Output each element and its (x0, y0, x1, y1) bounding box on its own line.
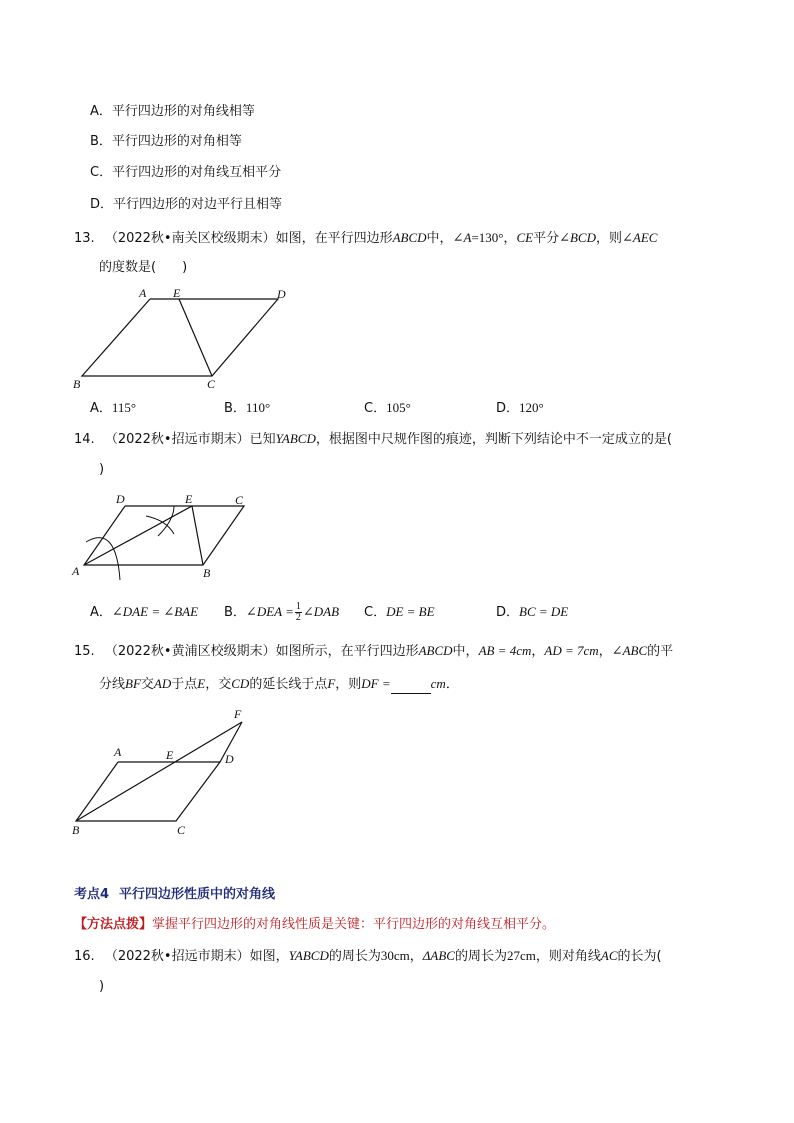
label-a: A (139, 286, 147, 300)
question-number: 15. (74, 644, 95, 659)
question-number: 16. (74, 949, 95, 964)
q15-figure (70, 705, 260, 840)
option-d: D．平行四边形的对边平行且相等 (90, 197, 283, 212)
question-number: 14. (74, 432, 95, 447)
label-d: D (116, 492, 125, 506)
q14-option-a: A．∠DAE = ∠BAE (90, 604, 199, 620)
label-b: B (72, 823, 80, 837)
q14-option-b: B．∠DEA = $\frac{1}{2}$ ∠DAB (224, 601, 340, 623)
parallelogram-abcd (84, 506, 244, 565)
question-13-line2: 的度数是( ) (99, 260, 188, 275)
label-d: D (225, 752, 234, 766)
q13-figure (70, 284, 300, 394)
q14-option-d: D．BC = DE (496, 604, 569, 620)
label-b: B (203, 566, 211, 580)
label-d: D (277, 287, 286, 301)
question-15-line2: 分线BF交AD于点E，交CD的延长线于点F，则DF = cm． (99, 676, 459, 692)
method-tip: 【方法点拨】掌握平行四边形的对角线性质是关键：平行四边形的对角线互相平分。 (74, 917, 556, 932)
label-a: A (72, 564, 80, 578)
label-f: F (234, 707, 242, 721)
fraction: $\frac{1}{2}$ (295, 601, 301, 623)
label-e: E (173, 286, 181, 300)
question-number: 13. (74, 231, 95, 246)
label-a: A (114, 745, 122, 759)
question-16-line2: ) (99, 979, 105, 994)
q13-option-a: A．115° (90, 400, 137, 416)
question-14-line2: ) (99, 462, 105, 477)
section-heading: 考点4 平行四边形性质中的对角线 (74, 887, 276, 902)
option-b: B．平行四边形的对角相等 (90, 134, 242, 149)
option-a: A．平行四边形的对角线相等 (90, 104, 255, 119)
construction-arc-large (86, 538, 120, 580)
question-16-stem: 16. （2022秋•招远市期末）如图，YABCD的周长为30cm，ΔABC的周长为27cm，则对角线AC的长为( (74, 948, 662, 964)
segment-ae (84, 506, 192, 565)
label-b: B (73, 377, 81, 391)
segment-bf (76, 722, 242, 821)
segment-eb (192, 506, 203, 565)
label-c: C (207, 377, 216, 391)
q14-option-c: C．DE = BE (364, 604, 435, 620)
answer-blank[interactable] (391, 680, 431, 694)
question-14-stem: 14. （2022秋•招远市期末）已知YABCD，根据图中尺规作图的痕迹，判断下列结论中不一定成立的是( (74, 431, 672, 447)
label-e: E (185, 492, 193, 506)
question-15-stem: 15. （2022秋•黄浦区校级期末）如图所示，在平行四边形ABCD中，AB = 4cm，AD = 7cm，∠ABC的平 (74, 643, 674, 659)
parallelogram-abcd (76, 762, 220, 821)
q14-figure (70, 490, 260, 585)
q13-option-c: C．105° (364, 400, 411, 416)
parallelogram-abcd (82, 299, 278, 376)
segment-ce (179, 299, 212, 376)
q13-option-b: B．110° (224, 400, 271, 416)
option-c: C．平行四边形的对角线互相平分 (90, 165, 282, 180)
label-c: C (177, 823, 186, 837)
question-13-stem: 13. （2022秋•南关区校级期末）如图，在平行四边形ABCD中，∠A=130°，CE平分∠BCD，则∠AEC (74, 230, 658, 246)
label-e: E (166, 748, 174, 762)
label-c: C (235, 493, 244, 507)
q13-option-d: D．120° (496, 400, 544, 416)
